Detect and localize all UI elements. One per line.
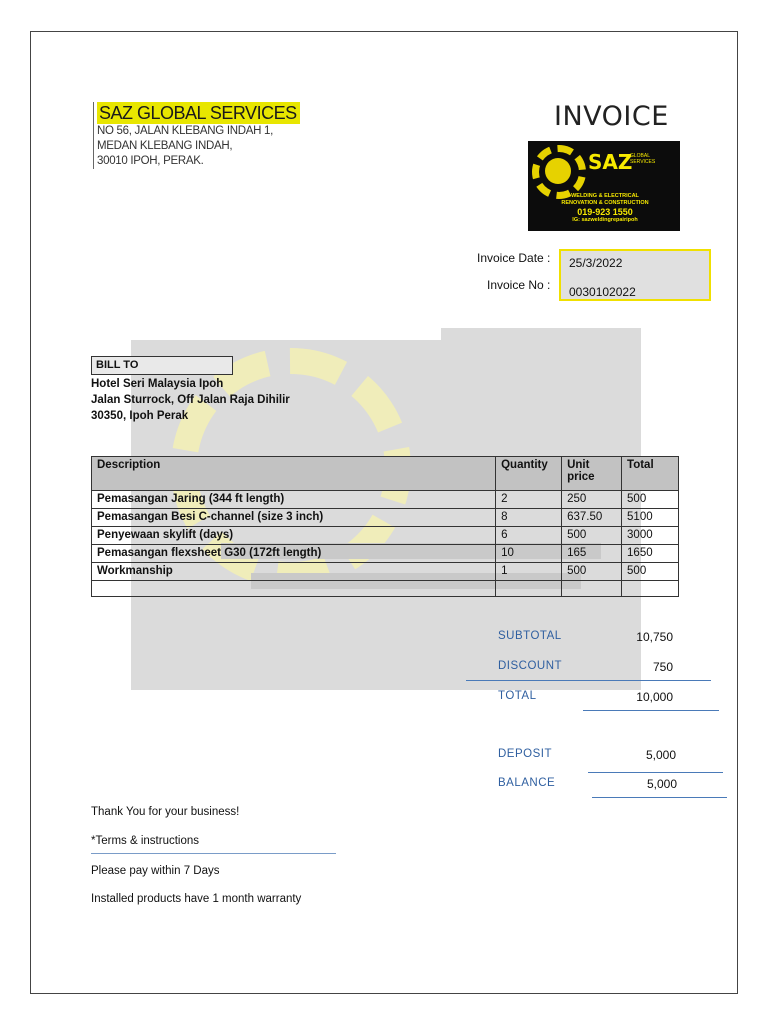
row-total: 500: [622, 563, 679, 581]
deposit-value: 5,000: [645, 748, 676, 762]
deposit-rule: [588, 772, 723, 773]
row-unit-price: 500: [562, 527, 622, 545]
logo-tagline: GLOBAL SERVICES: [630, 153, 656, 165]
row-total: 3000: [622, 527, 679, 545]
bill-to-address: [91, 376, 290, 424]
thanks-note: Thank You for your business!: [91, 806, 240, 818]
invoice-date-value: 25/3/2022: [569, 256, 623, 270]
table-row: [92, 545, 679, 563]
row-quantity: 8: [496, 509, 562, 527]
total-label: TOTAL: [498, 690, 537, 702]
row-quantity: 2: [496, 491, 562, 509]
terms-rule: [91, 853, 336, 854]
company-block: [93, 102, 300, 169]
row-unit-price: 250: [562, 491, 622, 509]
discount-value: 750: [652, 660, 673, 674]
invoice-page: [30, 31, 738, 994]
subtotal-label: SUBTOTAL: [498, 630, 562, 642]
discount-label: DISCOUNT: [498, 660, 563, 672]
subtotal-value: 10,750: [636, 630, 673, 644]
header-unit-price: Unit price: [562, 457, 622, 491]
company-address-line: MEDAN KLEBANG INDAH,: [97, 140, 233, 152]
payment-note: Please pay within 7 Days: [91, 865, 220, 877]
logo-phone: 019-923 1550: [577, 207, 633, 217]
balance-rule: [592, 797, 727, 798]
table-header-row: [92, 457, 679, 491]
row-total: 500: [622, 491, 679, 509]
bill-to-line: Jalan Sturrock, Off Jalan Raja Dihilir: [91, 394, 290, 406]
bill-to-label: BILL TO: [91, 356, 233, 375]
company-address-line: NO 56, JALAN KLEBANG INDAH 1,: [97, 125, 274, 137]
total-value: 10,000: [636, 690, 673, 704]
row-description: Pemasangan flexsheet G30 (172ft length): [92, 545, 496, 563]
row-quantity: 10: [496, 545, 562, 563]
terms-heading: *Terms & instructions: [91, 835, 200, 847]
company-name: SAZ GLOBAL SERVICES: [97, 102, 300, 124]
row-total: 5100: [622, 509, 679, 527]
row-quantity: 1: [496, 563, 562, 581]
row-unit-price: 637.50: [562, 509, 622, 527]
table-row-empty: [92, 581, 679, 597]
row-description: Pemasangan Besi C-channel (size 3 inch): [92, 509, 496, 527]
warranty-note: Installed products have 1 month warranty: [91, 893, 302, 905]
logo-service-line: WELDING & ELECTRICAL: [571, 193, 639, 199]
invoice-no-label: Invoice No :: [487, 278, 551, 292]
balance-label: BALANCE: [498, 777, 556, 789]
row-total: 1650: [622, 545, 679, 563]
items-table: [91, 456, 679, 597]
total-rule: [583, 710, 719, 711]
bill-to-line: 30350, Ipoh Perak: [91, 410, 189, 422]
bill-to-line: Hotel Seri Malaysia Ipoh: [91, 378, 224, 390]
header-total: Total: [622, 457, 679, 491]
row-description: Penyewaan skylift (days): [92, 527, 496, 545]
row-unit-price: 165: [562, 545, 622, 563]
header-quantity: Quantity: [496, 457, 562, 491]
invoice-title: INVOICE: [554, 101, 669, 132]
header-description: Description: [92, 457, 496, 491]
deposit-label: DEPOSIT: [498, 748, 552, 760]
row-description: Workmanship: [92, 563, 496, 581]
logo-service-line: RENOVATION & CONSTRUCTION: [561, 200, 649, 206]
row-description: Pemasangan Jaring (344 ft length): [92, 491, 496, 509]
table-row: [92, 563, 679, 581]
row-unit-price: 500: [562, 563, 622, 581]
logo-handle: IG: sazweldingrepairipoh: [572, 217, 638, 223]
table-row: [92, 491, 679, 509]
logo-brand: SAZ: [588, 150, 633, 174]
row-quantity: 6: [496, 527, 562, 545]
table-row: [92, 509, 679, 527]
company-logo: [528, 141, 680, 231]
company-address-line: 30010 IPOH, PERAK.: [97, 155, 204, 167]
discount-rule: [466, 680, 711, 681]
balance-value: 5,000: [646, 777, 677, 791]
invoice-no-value: 0030102022: [569, 285, 636, 299]
invoice-date-label: Invoice Date :: [477, 251, 551, 265]
table-row: [92, 527, 679, 545]
